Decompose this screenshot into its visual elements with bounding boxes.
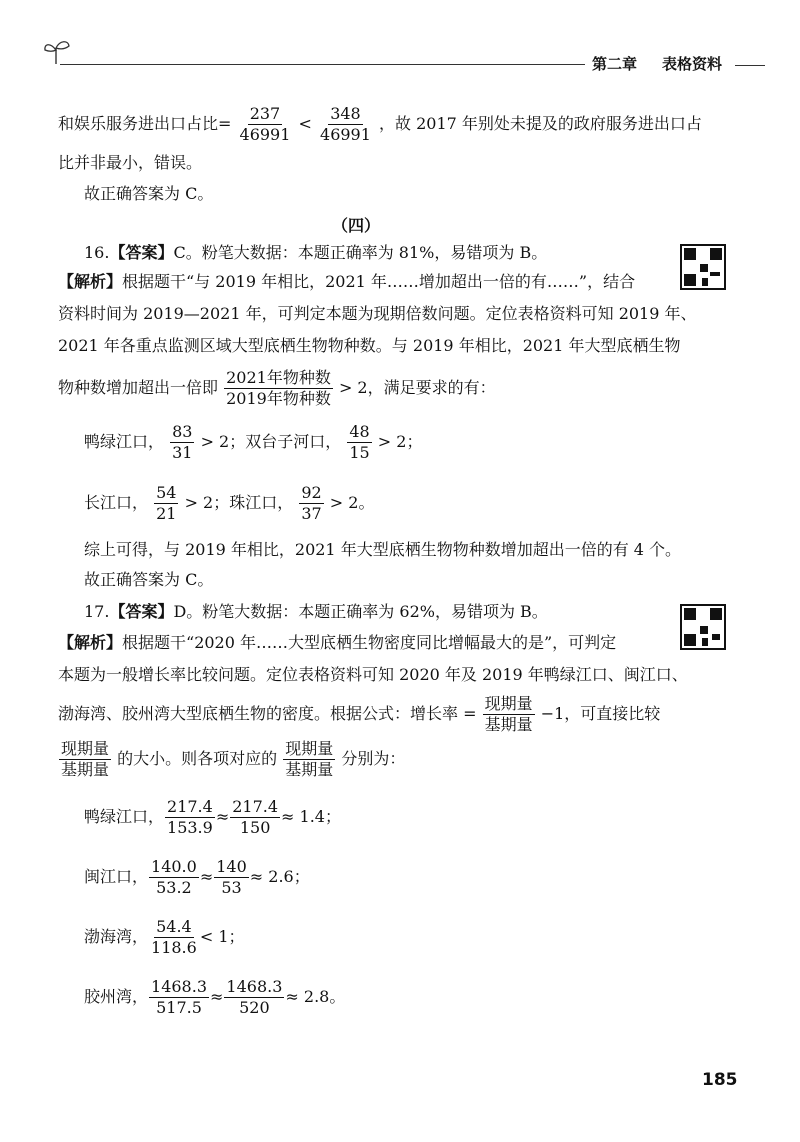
less-than: <: [298, 114, 312, 133]
header-rule-left: [60, 64, 585, 65]
q16-analysis-3: 2021 年各重点监测区域大型底栖生物物种数。与 2019 年相比，2021 年大型底栖生物: [58, 336, 681, 355]
q17-row: 鸭绿江口， $\frac{217.4}{153.9}$ ≈ $\frac{217.4}{150}$ ≈ 1.4；: [84, 797, 341, 837]
header-rule-right: [735, 65, 765, 66]
para-line-1: [58, 104, 702, 145]
fraction: $\frac{54.4}{118.6}$: [151, 917, 197, 957]
fraction: $\frac{92}{37}$: [301, 483, 322, 523]
q16-analysis-2: 资料时间为 2019—2021 年，可判定本题为现期倍数问题。定位表格资料可知 2019 年、: [58, 304, 697, 323]
fraction: $\frac{83}{31}$: [172, 422, 193, 462]
qr-code-icon: [680, 244, 726, 290]
fraction: $\frac{48}{15}$: [349, 422, 370, 462]
qr-code-icon: [680, 604, 726, 650]
current-over-base-fraction: $\frac{\text{现期量}}{\text{基期量}}$: [285, 739, 334, 779]
text: 和娱乐服务进出口占比=: [58, 114, 232, 133]
current-over-base-fraction: $\frac{\text{现期量}}{\text{基期量}}$: [484, 694, 533, 734]
q17-analysis-1: 【解析】根据题干“2020 年……大型底栖生物密度同比增幅最大的是”，可判定: [58, 633, 617, 652]
answer-line: 故正确答案为 C。: [84, 184, 214, 203]
fraction: $\frac{140.0}{53.2}$: [151, 857, 197, 897]
q17-analysis-3: 渤海湾、胶州湾大型底栖生物的密度。根据公式：增长率 = $\frac{\text{现期量}}{\text{基期量}}$ −1，可直接比较: [58, 694, 661, 734]
para-line-2: 比并非最小，错误。: [58, 153, 203, 172]
species-ratio-fraction: $\frac{\text{2021年物种数}}{\text{2019年物种数}}$: [226, 368, 331, 408]
sprout-logo-icon: [42, 38, 72, 66]
fraction: $\frac{217.4}{150}$: [232, 797, 279, 837]
q17-row: 闽江口， $\frac{140.0}{53.2}$ ≈ $\frac{140}{53}$ ≈ 2.6；: [84, 857, 310, 897]
current-over-base-fraction: $\frac{\text{现期量}}{\text{基期量}}$: [61, 739, 110, 779]
q16-analysis-1: 【解析】根据题干“与 2019 年相比，2021 年……增加超出一倍的有……”，结合: [58, 272, 636, 291]
q16-conclusion: 综上可得，与 2019 年相比，2021 年大型底栖生物物种数增加超出一倍的有 4 个。: [84, 540, 682, 559]
q16-analysis-4: 物种数增加超出一倍即 $\frac{\text{2021年物种数}}{\text{2019年物种数}}$ > 2，满足要求的有：: [58, 368, 496, 408]
q16-answer: 16.【答案】C。粉笔大数据：本题正确率为 81%，易错项为 B。: [84, 243, 548, 262]
q17-analysis-2: 本题为一般增长率比较问题。定位表格资料可知 2020 年及 2019 年鸭绿江口、闽江口、: [58, 665, 688, 684]
q17-analysis-4: $\frac{\text{现期量}}{\text{基期量}}$ 的大小。则各项对应的 $\frac{\text{现期量}}{\text{基期量}}$ 分别为：: [61, 739, 406, 779]
fraction: $\frac{1468.3}{520}$: [226, 977, 283, 1017]
text: ，故 2017 年别处未提及的政府服务进出口占: [379, 114, 702, 133]
page-number: 185: [702, 1070, 738, 1090]
q16-row-1: 鸭绿江口， $\frac{83}{31}$ > 2；双台子河口， $\frac{48}{15}$ > 2；: [84, 422, 423, 462]
header-section: 表格资料: [662, 55, 723, 73]
q16-row-2: 长江口， $\frac{54}{21}$ > 2；珠江口， $\frac{92}{37}$ > 2。: [84, 483, 375, 523]
q17-row: 胶州湾， $\frac{1468.3}{517.5}$ ≈ $\frac{1468.3}{520}$ ≈ 2.8。: [84, 977, 346, 1017]
fraction-237: $\frac{237}{46991}$: [239, 104, 291, 144]
fraction: $\frac{1468.3}{517.5}$: [151, 977, 207, 1017]
q16-final: 故正确答案为 C。: [84, 570, 214, 589]
header-chapter: 第二章: [592, 55, 638, 73]
q17-answer: 17.【答案】D。粉笔大数据：本题正确率为 62%，易错项为 B。: [84, 602, 548, 621]
fraction: $\frac{54}{21}$: [156, 483, 177, 523]
part-title: （四）: [332, 216, 381, 235]
q17-row: 渤海湾， $\frac{54.4}{118.6}$ < 1；: [84, 917, 245, 957]
fraction-348: $\frac{348}{46991}$: [320, 104, 371, 144]
fraction: $\frac{217.4}{153.9}$: [167, 797, 213, 837]
fraction: $\frac{140}{53}$: [216, 857, 247, 897]
